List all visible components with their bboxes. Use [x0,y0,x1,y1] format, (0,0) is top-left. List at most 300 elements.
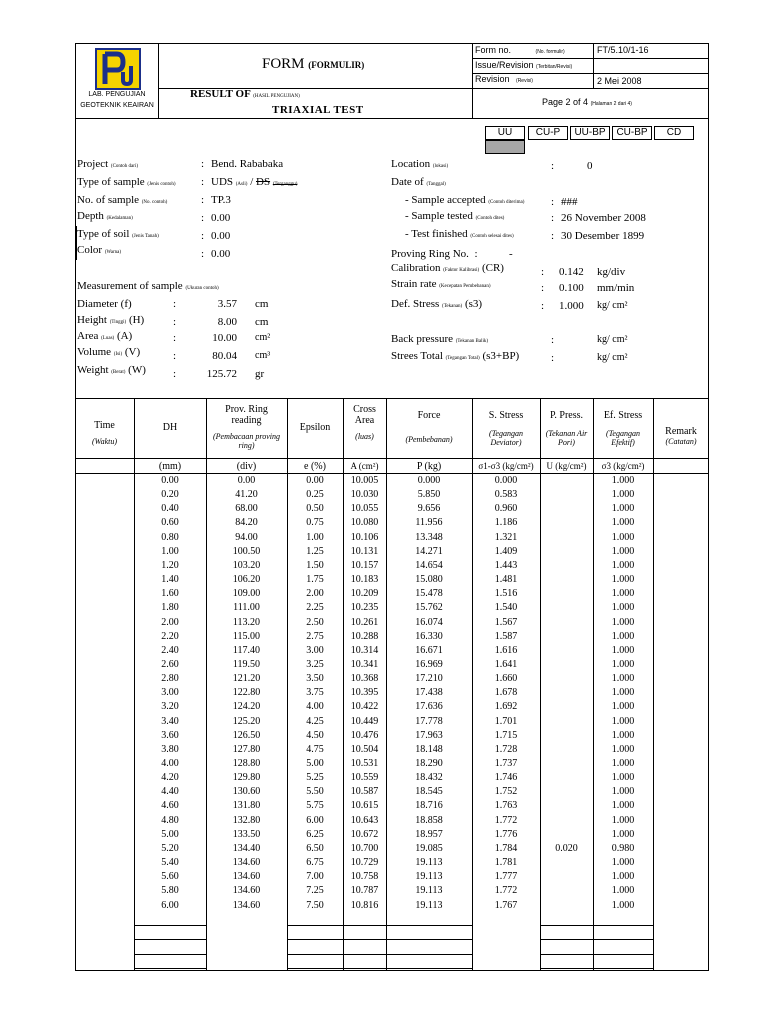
table-cell: 111.00 [233,602,260,614]
table-cell: 4.75 [306,743,324,755]
table-cell: 2.75 [306,630,324,642]
table-cell: 1.25 [306,545,324,557]
table-cell: 10.587 [350,786,379,798]
table-cell: 16.969 [415,658,443,670]
table-cell: 1.737 [494,758,518,769]
unit-stress: σ1-σ3 (kg/cm²) [478,461,534,471]
table-cell: 4.00 [306,701,324,713]
table-cell: 115.00 [232,630,261,642]
page-number: Page 2 of 4 (Halaman 2 dari 4) [542,97,632,107]
col-header-time: Time (Waktu) [91,420,118,446]
table-cell: 1.000 [611,743,635,755]
unit-ring: (div) [236,461,257,472]
table-cell: 5.00 [161,828,179,840]
table-cell: 134.60 [232,857,261,869]
table-cell: 130.60 [232,786,261,798]
table-cell: 10.700 [350,842,379,854]
table-cell: 10.615 [350,800,379,812]
area-value: 10.00 [212,332,237,344]
table-cell: 119.50 [232,658,261,670]
table-cell: 1.00 [306,531,324,543]
issue-label: Issue/Revision (Terbitan/Revisi) [475,60,573,70]
depth-value: 0.00 [211,212,231,224]
table-cell: 14.654 [415,559,443,571]
table-cell: 5.25 [306,772,324,784]
table-cell: 3.00 [306,644,324,656]
table-cell: 126.50 [232,729,261,741]
table-cell: 0.80 [161,531,179,543]
table-cell: 18.858 [415,814,443,826]
empty-row-line [287,968,472,969]
col-header-ring: Prov. Ring reading (Pembacaan proving ring) [212,404,281,450]
table-cell: 17.210 [415,673,443,685]
total-stress-unit: kg/ cm² [597,352,628,363]
table-cell: 10.531 [350,758,379,769]
table-cell: 132.80 [232,814,261,826]
lab-logo [93,46,143,92]
table-cell [540,658,593,672]
table-cell: 6.50 [306,842,324,854]
table-cell: 103.20 [232,559,261,571]
table-cell: 0.000 [494,475,518,486]
table-cell: 2.20 [161,630,179,642]
table-cell: 129.80 [232,772,261,784]
table-cell: 0.00 [237,475,256,486]
table-cell [540,799,593,813]
table-cell: 1.000 [611,800,635,812]
table-cell: 0.50 [306,503,324,515]
table-cell: 5.40 [161,857,179,869]
unit-dh: (mm) [158,461,182,472]
table-cell: 7.00 [306,871,324,883]
table-cell: 4.50 [306,729,324,741]
empty-row-line [134,939,206,940]
table-cell: 5.850 [417,489,441,501]
table-cell: 1.75 [306,574,324,586]
test-type-uu-bp: UU-BP [570,126,610,140]
table-cell: 1.784 [494,842,518,854]
table-cell: 19.113 [415,885,443,897]
table-cell [540,601,593,615]
col-header-stress: S. Stress (Tegangan Deviator) [488,410,524,447]
table-cell: 68.00 [235,503,258,515]
table-cell: 1.000 [611,885,635,897]
table-cell: 1.000 [611,673,635,685]
table-cell: 134.60 [232,899,261,911]
table-cell: 6.00 [161,899,179,911]
table-cell [540,700,593,714]
finished-value: 30 Desember 1899 [561,230,645,242]
test-type-uu: UU [485,126,525,140]
table-cell: 1.000 [611,616,635,628]
table-cell: 18.716 [415,800,443,812]
col-header-dh: DH [162,422,178,433]
ring-value: - [509,248,513,260]
table-cell: 4.00 [161,758,179,769]
table-cell [540,474,593,488]
col-header-epsilon: Epsilon [299,422,331,433]
table-cell: 16.330 [415,630,443,642]
table-cell: 1.000 [611,658,635,670]
empty-row-line [540,968,653,969]
unit-epsilon: e (%) [304,461,326,472]
table-cell: 1.20 [161,559,179,571]
table-cell: 15.762 [415,602,443,614]
table-cell: 10.816 [350,899,379,911]
table-cell: 1.321 [494,531,518,543]
table-cell: 133.50 [232,828,261,840]
table-cell: 1.60 [161,588,179,600]
table-cell: 10.005 [350,475,379,486]
table-cell: 109.00 [232,588,261,600]
table-cell: 5.75 [306,800,324,812]
table-cell: 2.00 [161,616,179,628]
unit-effective: σ3 (kg/cm²) [601,461,645,471]
table-cell: 3.20 [161,701,179,713]
table-cell: 10.131 [350,545,379,557]
table-cell: 17.438 [415,687,443,699]
table-cell: 0.75 [306,517,324,529]
accepted-value: ### [561,196,578,208]
table-cell: 17.778 [415,715,443,727]
table-cell: 17.963 [415,729,443,741]
table-cell [540,502,593,516]
table-cell: 121.20 [232,673,261,685]
table-cell [540,559,593,573]
weight-value: 125.72 [206,368,237,380]
table-cell: 1.000 [611,503,635,515]
table-cell: 3.80 [161,743,179,755]
table-cell: 94.00 [235,531,258,543]
table-cell: 1.00 [161,545,179,557]
table-cell: 1.443 [494,559,518,571]
table-cell: 7.25 [306,885,324,897]
table-cell: 10.643 [350,814,379,826]
table-cell: 19.113 [415,899,443,911]
table-cell: 2.50 [306,616,324,628]
table-cell: 134.40 [232,842,261,854]
result-of: RESULT OF (HASIL PENGUJIAN) [190,88,300,100]
table-cell [540,531,593,545]
table-cell: 19.113 [415,857,443,869]
table-cell: 1.516 [494,588,518,600]
table-cell: 18.957 [415,828,443,840]
table-cell: 10.559 [350,772,379,784]
table-cell [540,856,593,870]
table-cell [540,884,593,898]
table-cell: 1.715 [494,729,518,741]
table-cell: 1.540 [494,602,518,614]
table-cell: 6.25 [306,828,324,840]
table-cell: 1.000 [611,857,635,869]
table-cell: 0.25 [306,489,324,501]
project-value: Bend. Rababaka [211,158,284,170]
table-cell: 128.80 [232,758,261,769]
table-cell: 127.80 [232,743,261,755]
table-cell: 1.80 [161,602,179,614]
table-cell: 1.641 [494,658,518,670]
table-cell: 10.341 [350,658,379,670]
table-cell: 1.000 [611,715,635,727]
unit-pore: U (kg/cm²) [546,461,587,471]
table-cell: 1.000 [611,729,635,741]
table-cell: 5.60 [161,871,179,883]
table-cell: 125.20 [232,715,261,727]
test-type-cu-p: CU-P [528,126,568,140]
table-cell: 7.50 [306,899,324,911]
table-cell: 1.772 [494,814,518,826]
table-cell: 1.40 [161,574,179,586]
table-cell: 3.40 [161,715,179,727]
empty-row-line [134,954,206,955]
table-cell: 41.20 [235,489,258,501]
table-cell: 10.368 [350,673,379,685]
project-info: Project (Contoh dari) : Bend. Rababaka Type of sample (Jenis contoh) : UDS (Asli) / DS (Terganggu) No. of sample (No. contoh) : TP.3 Depth (Kedalaman) : 0.00 Type of soil (Jenis Tanah) : 0.00 Color (Warna) : 0.00 [77,158,298,260]
table-cell: 2.40 [161,644,179,656]
table-cell: 0.000 [417,475,441,486]
table-cell: 1.409 [494,545,518,557]
table-cell: 1.000 [611,517,635,529]
table-cell: 1.000 [611,701,635,713]
table-cell: 1.728 [494,743,518,755]
table-cell [540,516,593,530]
location-info: Location (lokasi) : 0 Date of (Tanggal) - Sample accepted (Contoh diterima) : ### - Sample tested (Contoh dites) : 26 November 2008 - Test finished (Contoh selesai dites) : 30 Desember 1899 Proving Ring No. : - Calibration (Faktor Kalibrasi) (CR) : 0.142 kg/div Strain rate (Kecepatan Pembebanan) : 0.100 mm/min Def. Stress (Tekanan) (s3) : 1.000 kg/ cm² Back pressure (Tekanan Balik) : kg/ cm² Strees Total (Tegangan Total) (s3+BP) : kg/ cm² [391,158,646,364]
table-cell: 14.271 [415,545,443,557]
col-header-area: Cross Area (luas) [353,404,376,441]
table-cell: 1.000 [611,489,635,501]
table-cell: 2.60 [161,658,179,670]
table-cell: 0.00 [161,475,179,486]
table-cell: 10.422 [350,701,379,713]
table-cell: 10.729 [350,857,379,869]
table-cell: 1.000 [611,475,635,486]
table-cell: 1.000 [611,814,635,826]
table-cell: 3.50 [306,673,324,685]
table-cell [540,630,593,644]
table-cell: 131.80 [232,800,261,812]
table-cell: 1.000 [611,871,635,883]
table-cell: 1.763 [494,800,518,812]
table-cell: 6.00 [306,814,324,826]
table-cell [540,757,593,771]
table-cell: 0.960 [494,503,518,515]
table-cell: 1.701 [494,715,518,727]
pu-logo-icon [93,46,143,92]
table-cell [540,729,593,743]
table-cell: 0.583 [494,489,518,501]
empty-row-line [287,954,472,955]
table-cell: 18.432 [415,772,443,784]
table-cell: 10.030 [350,489,379,501]
table-cell: 1.000 [611,758,635,769]
table-cell: 0.020 [555,842,578,854]
col-header-remark: Remark (Catatan) [665,426,697,446]
table-cell: 18.545 [415,786,443,798]
table-cell: 2.25 [306,602,324,614]
table-cell: 0.60 [161,517,179,529]
table-cell: 1.752 [494,786,518,798]
table-cell: 5.80 [161,885,179,897]
table-cell: 0.980 [611,842,635,854]
table-cell: 1.000 [611,644,635,656]
table-cell: 10.476 [350,729,379,741]
table-cell: 1.772 [494,885,518,897]
empty-row-line [287,939,472,940]
table-cell: 10.288 [350,630,379,642]
table-cell: 9.656 [417,503,441,515]
table-cell: 5.20 [161,842,179,854]
table-cell: 1.000 [611,559,635,571]
col-header-effective: Ef. Stress (Tegangan Efektif) [603,410,643,447]
table-cell: 19.113 [415,871,443,883]
selected-test-marker [485,140,525,154]
table-cell: 10.261 [350,616,379,628]
table-cell: 1.000 [611,574,635,586]
table-cell: 1.587 [494,630,518,642]
empty-row-line [540,925,653,926]
table-cell: 1.781 [494,857,518,869]
table-cell [540,785,593,799]
table-cell: 1.000 [611,588,635,600]
table-cell: 6.75 [306,857,324,869]
strain-unit: mm/min [597,282,635,294]
empty-row-line [134,968,206,969]
table-cell: 3.75 [306,687,324,699]
table-cell: 2.00 [306,588,324,600]
table-cell: 1.000 [611,828,635,840]
table-cell: 3.25 [306,658,324,670]
diameter-value: 3.57 [217,298,237,310]
table-cell [540,828,593,842]
table-cell: 10.235 [350,602,379,614]
lab-name-2: GEOTEKNIK KEAIRAN [80,102,154,109]
table-cell: 10.395 [350,687,379,699]
table-cell [540,814,593,828]
table-cell: 10.672 [350,828,379,840]
table-cell: 10.314 [350,644,379,656]
table-cell: 1.000 [611,531,635,543]
sample-no-value: TP.3 [211,194,231,206]
back-pressure-unit: kg/ cm² [597,334,628,345]
form-no-value: FT/5.10/1-16 [597,45,649,55]
test-type-cu-bp: CU-BP [612,126,652,140]
table-cell [540,715,593,729]
col-header-pore: P. Press. (Tekanan Air Pori) [545,410,588,447]
table-cell: 13.348 [415,531,443,543]
table-cell [540,743,593,757]
calib-value: 0.142 [559,266,584,278]
table-cell [540,488,593,502]
table-cell: 10.183 [350,574,379,586]
table-cell: 1.767 [494,899,518,911]
revision-label: Revision (Revisi) [475,74,533,84]
table-cell: 84.20 [235,517,258,529]
table-cell: 16.671 [415,644,443,656]
lab-name-1: LAB. PENGUJIAN [88,91,146,98]
table-cell: 2.80 [161,673,179,685]
table-cell: 10.106 [350,531,379,543]
test-type-cd: CD [654,126,694,140]
table-cell: 11.956 [415,517,443,529]
table-cell [540,899,593,913]
table-cell: 10.080 [350,517,379,529]
table-cell: 0.40 [161,503,179,515]
table-cell: 10.055 [350,503,379,515]
table-cell: 15.080 [415,574,443,586]
table-cell: 1.000 [611,602,635,614]
strain-value: 0.100 [559,282,584,294]
table-cell [540,573,593,587]
table-cell [540,545,593,559]
table-cell: 16.074 [415,616,443,628]
table-cell: 1.000 [611,899,635,911]
empty-row-line [287,925,472,926]
table-cell: 1.186 [494,517,518,529]
col-header-force: Force (Pembebanan) [405,410,453,444]
empty-row-line [134,925,206,926]
table-cell [540,771,593,785]
table-cell: 117.40 [232,644,261,656]
table-cell: 106.20 [232,574,261,586]
color-value: 0.00 [211,248,231,260]
form-title: FORM (FORMULIR) [262,56,365,72]
unit-force: P (kg) [416,461,442,472]
empty-row-line [540,954,653,955]
table-cell: 10.157 [350,559,379,571]
empty-row-line [540,939,653,940]
calib-unit: kg/div [597,266,626,278]
table-cell [540,587,593,601]
table-cell: 10.209 [350,588,379,600]
table-cell: 0.20 [161,489,179,501]
table-cell: 124.20 [232,701,261,713]
table-cell: 4.25 [306,715,324,727]
table-cell: 18.290 [415,758,443,769]
sample-type-value: UDS (Asli) / DS (Terganggu) [211,176,298,188]
table-cell: 122.80 [232,687,261,699]
table-cell: 1.481 [494,574,518,586]
table-cell [540,616,593,630]
table-cell: 3.00 [161,687,179,699]
table-cell: 4.80 [161,814,179,826]
table-cell: 1.777 [494,871,518,883]
table-cell: 100.50 [232,545,261,557]
tested-value: 26 November 2008 [561,212,646,224]
table-cell: 10.787 [350,885,379,897]
table-cell [540,686,593,700]
table-cell: 134.60 [232,885,261,897]
table-cell: 1.692 [494,701,518,713]
table-cell: 10.758 [350,871,379,883]
table-cell: 1.660 [494,673,518,685]
table-cell: 1.000 [611,687,635,699]
table-cell: 1.616 [494,644,518,656]
measurement-block: Measurement of sample (Ukuran contoh) Diameter (f) : 3.57 cm Height (Tinggi) (H) : 8.00 cm Area (Luas) (A) : 10.00 cm² Volume (Isi) (V) : 80.04 cm³ Weight (Berat) (W) : 125.72 gr [77,280,271,380]
table-cell: 1.567 [494,616,518,628]
table-cell: 4.40 [161,786,179,798]
table-cell [540,644,593,658]
table-cell [540,672,593,686]
unit-area: A (cm²) [350,461,379,471]
height-value: 8.00 [217,316,237,328]
table-cell: 1.678 [494,687,518,699]
table-cell: 19.085 [415,842,443,854]
table-cell: 10.504 [350,743,379,755]
table-cell: 3.60 [161,729,179,741]
table-cell: 0.00 [306,475,324,486]
def-stress-unit: kg/ cm² [597,300,628,311]
table-cell: 113.20 [232,616,261,628]
